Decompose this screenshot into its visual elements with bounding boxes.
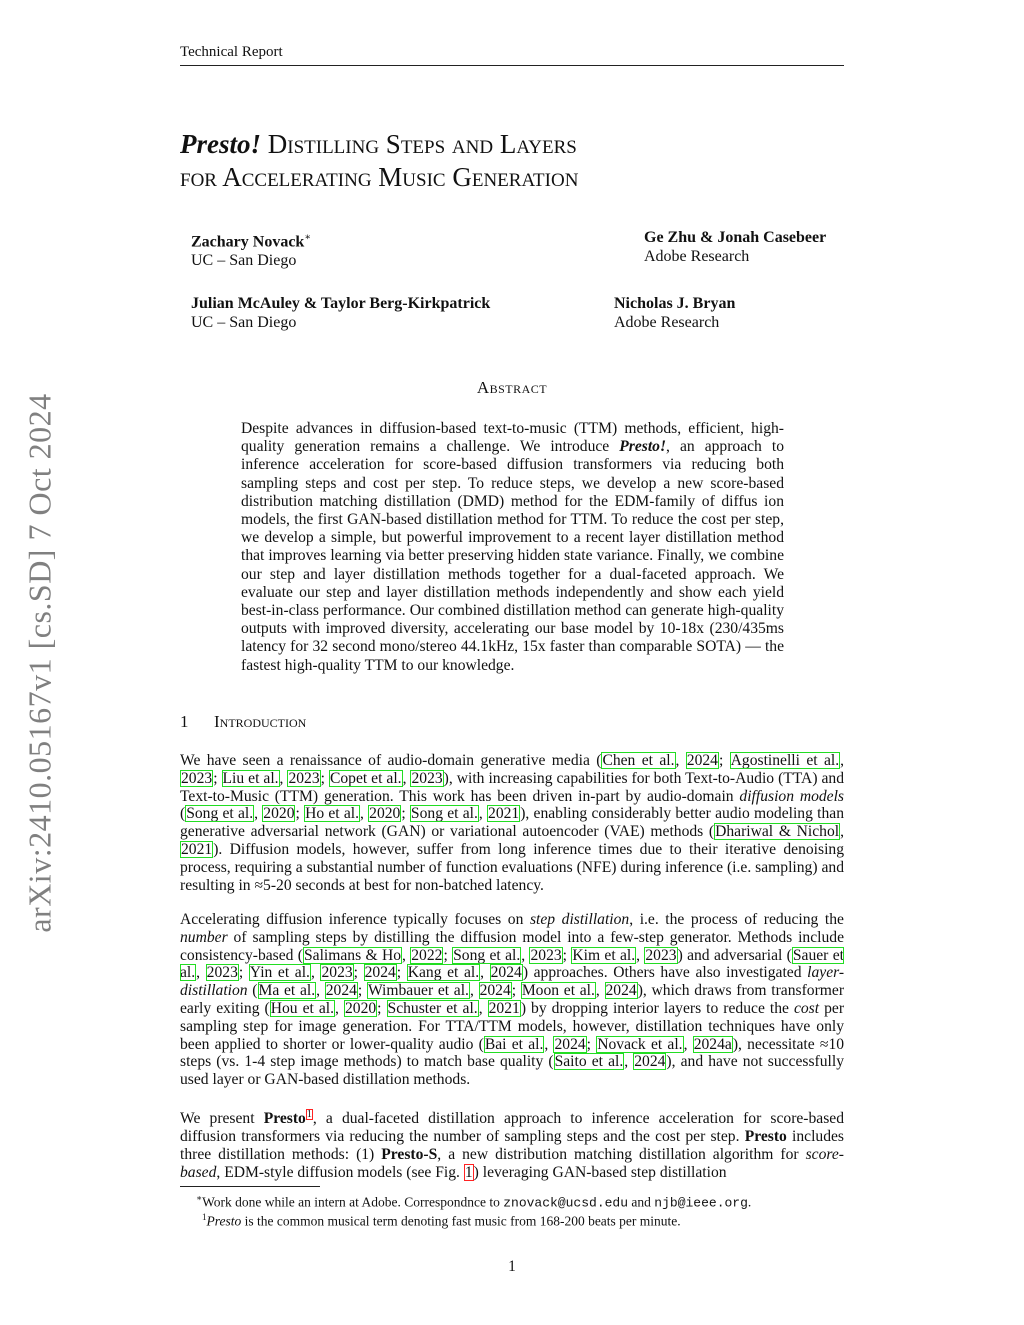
bold-term: Presto bbox=[744, 1127, 787, 1145]
bold-term: Presto-S bbox=[381, 1145, 438, 1163]
citation-link[interactable]: Moon et al. bbox=[521, 982, 595, 1000]
citation-link[interactable]: Bai et al. bbox=[484, 1035, 544, 1053]
text: ), necessitate ≈10 steps (vs. 1-4 step image methods) to match base quality ( bbox=[180, 1035, 845, 1071]
sep: , bbox=[624, 1053, 634, 1071]
author-mark: ∗ bbox=[304, 232, 312, 243]
text: of sampling steps by distilling the diffusion model into a few-step generator. Methods include consistency-based ( bbox=[180, 928, 844, 964]
citation-link[interactable]: Song et al. bbox=[453, 946, 521, 964]
citation-link[interactable]: Dhariwal & Nichol bbox=[715, 823, 840, 841]
text: ), with increasing capabilities for both Text-to-Audio (TTA) and Text-to-Music (TTM) generation. This work has been driven in-part by audio-domain bbox=[180, 769, 845, 805]
text: includes three distillation methods: (1) bbox=[180, 1127, 844, 1163]
text: , a dual-faceted distillation approach to inference acceleration for score-based diffusion transformers via reducing the number of sampling steps and the cost per step. bbox=[180, 1110, 845, 1145]
citation-link[interactable]: Saito et al. bbox=[554, 1053, 624, 1071]
sep: , bbox=[469, 982, 479, 1000]
arxiv-identifier: arXiv:2410.05167v1 [cs.SD] 7 Oct 2024 bbox=[21, 392, 58, 933]
citation-link[interactable]: 2024 bbox=[605, 982, 637, 1000]
citation-link[interactable]: Novack et al. bbox=[597, 1035, 683, 1053]
citation-link[interactable]: 2024 bbox=[634, 1053, 666, 1071]
citation-link[interactable]: 2023 bbox=[206, 964, 238, 982]
citation-link[interactable]: Salimans & Ho bbox=[303, 946, 402, 964]
sep: , bbox=[254, 805, 263, 823]
sep: ; bbox=[396, 964, 407, 982]
sep: , bbox=[840, 752, 845, 769]
footnote-link[interactable]: 1 bbox=[306, 1109, 312, 1120]
sep: ; bbox=[401, 805, 410, 823]
author-name: Nicholas J. Bryan bbox=[614, 295, 736, 312]
sep: ; bbox=[562, 946, 572, 964]
citation-link[interactable]: Wimbauer et al. bbox=[367, 982, 469, 1000]
emphasis: diffusion models bbox=[739, 787, 844, 805]
sep: , bbox=[402, 769, 411, 787]
citation-link[interactable]: Song et al. bbox=[410, 805, 478, 823]
section-number: 1 bbox=[180, 712, 189, 731]
citation-link[interactable]: Chen et al. bbox=[602, 752, 675, 769]
sep: ; bbox=[213, 769, 222, 787]
emphasis: Presto bbox=[206, 1213, 242, 1229]
text: Accelerating diffusion inference typically focuses on bbox=[180, 911, 530, 928]
emphasis: number bbox=[180, 928, 228, 946]
citation-link[interactable]: 2021 bbox=[488, 805, 520, 823]
footnote-text: is the common musical term denoting fast music from 168-200 beats per minute. bbox=[241, 1213, 681, 1229]
author-name: Zachary Novack bbox=[191, 233, 305, 251]
citation-link[interactable]: Kang et al. bbox=[407, 964, 480, 982]
title-line1: Distilling Steps and Layers bbox=[261, 129, 577, 159]
footnote-mark: 1 bbox=[202, 1212, 207, 1222]
sep: ; bbox=[718, 752, 730, 769]
citation-link[interactable]: 2024 bbox=[364, 964, 396, 982]
citation-link[interactable]: 2023 bbox=[411, 769, 443, 787]
author-block-mcauley bbox=[191, 294, 490, 332]
author-block-bryan bbox=[614, 294, 735, 332]
text: , i.e. the process of reducing the bbox=[629, 911, 844, 928]
header-rule bbox=[180, 65, 844, 66]
emphasis: cost bbox=[793, 999, 820, 1017]
citation-link[interactable]: 2024 bbox=[490, 964, 522, 982]
citation-link[interactable]: 2023 bbox=[288, 769, 320, 787]
citation-link[interactable]: Liu et al. bbox=[222, 769, 279, 787]
text: , EDM-style diffusion models (see Fig. bbox=[216, 1163, 464, 1181]
citation-link[interactable]: 2021 bbox=[181, 840, 213, 858]
title-line2: for Accelerating Music Generation bbox=[180, 162, 579, 192]
footnote-2 bbox=[202, 1209, 844, 1230]
sep: , bbox=[521, 946, 530, 964]
citation-link[interactable]: 2024a bbox=[693, 1035, 732, 1053]
running-head: Technical Report bbox=[180, 44, 283, 60]
author-affiliation: UC – San Diego bbox=[191, 314, 297, 331]
citation-link[interactable]: 2020 bbox=[263, 805, 295, 823]
footnote-text: Work done while an intern at Adobe. Correspondnce to bbox=[202, 1194, 504, 1210]
sep: , bbox=[636, 946, 645, 964]
citation-link[interactable]: Ho et al. bbox=[305, 805, 360, 823]
sep: , bbox=[595, 982, 605, 1000]
citation-link[interactable]: Agostinelli et al. bbox=[730, 752, 840, 769]
citation-link[interactable]: Song et al. bbox=[186, 805, 254, 823]
sep: , bbox=[478, 805, 488, 823]
sep: , bbox=[480, 964, 490, 982]
sep: , bbox=[683, 1035, 693, 1053]
email-link[interactable]: njb@ieee.org bbox=[654, 1195, 748, 1211]
abstract-heading: Abstract bbox=[476, 378, 548, 397]
emphasis: layer-distillation bbox=[180, 964, 845, 1000]
sep: ; bbox=[320, 769, 329, 787]
text: per sampling step for image generation. For TTA/TTM models, however, distillation techniques have only been applied to shorter or lower-quality audio ( bbox=[180, 999, 845, 1053]
paragraph-2 bbox=[180, 911, 844, 1089]
citation-link[interactable]: 2020 bbox=[369, 805, 401, 823]
text: ), enabling considerably better audio modeling than generative adversarial network (GAN) or variational autoencoder (VAE) methods ( bbox=[180, 805, 844, 841]
footnote-rule bbox=[180, 1186, 320, 1187]
text: ) approaches. Others have also investigated bbox=[522, 964, 808, 982]
citation-link[interactable]: Kim et al. bbox=[572, 946, 636, 964]
sep: ; bbox=[357, 982, 367, 1000]
citation-link[interactable]: 2024 bbox=[479, 982, 511, 1000]
page-number: 1 bbox=[508, 1258, 516, 1275]
sep: ; bbox=[377, 999, 387, 1017]
sep: , bbox=[544, 1035, 554, 1053]
citation-link[interactable]: 2023 bbox=[645, 946, 677, 964]
text: We have seen a renaissance of audio-domain generative media ( bbox=[180, 752, 602, 769]
text: ) leveraging GAN-based step distillation bbox=[473, 1163, 727, 1181]
citation-link[interactable]: 2023 bbox=[181, 769, 213, 787]
footnote-mark: ∗ bbox=[196, 1193, 203, 1203]
sep: , bbox=[478, 999, 488, 1017]
citation-link[interactable]: Hou et al. bbox=[270, 999, 335, 1017]
abstract-body bbox=[241, 420, 784, 675]
citation-link[interactable]: 2020 bbox=[344, 999, 377, 1017]
text: ), which draws from transformer early exiting ( bbox=[180, 982, 845, 1017]
author-affiliation: Adobe Research bbox=[614, 314, 720, 331]
author-block-zhu-casebeer bbox=[644, 228, 826, 266]
email-link[interactable]: znovack@ucsd.edu bbox=[503, 1195, 629, 1211]
bold-term: Presto bbox=[263, 1110, 306, 1128]
emphasis: score-based bbox=[180, 1145, 844, 1181]
sep: ; bbox=[238, 964, 249, 982]
text: ). Diffusion models, however, suffer from long inference times due to their iterative denoising process, requiring a substantial number of function evaluations (NFE) during inference (i.e. sampling) and resulting in ≈5-20 seconds at best for non-batched latency. bbox=[180, 840, 844, 894]
citation-link[interactable]: 2024 bbox=[554, 1035, 586, 1053]
arxiv-sidebar bbox=[21, 365, 58, 960]
footnote-text: and bbox=[628, 1194, 655, 1210]
text: We present bbox=[180, 1110, 264, 1128]
text: , a new distribution matching distillation algorithm for bbox=[437, 1145, 806, 1163]
title-presto: Presto! bbox=[180, 129, 261, 159]
text: ( bbox=[180, 805, 186, 823]
sep: , bbox=[402, 946, 411, 964]
citation-link[interactable]: 2024 bbox=[686, 752, 718, 769]
citation-link[interactable]: 2022 bbox=[411, 946, 443, 964]
author-affiliation: UC – San Diego bbox=[191, 252, 297, 270]
citation-link[interactable]: Schuster et al. bbox=[387, 999, 478, 1017]
emphasis: step distillation bbox=[529, 911, 630, 928]
sep: ; bbox=[353, 964, 364, 982]
abstract-text: , an approach to inference acceleration for score-based diffusion transformers via reducing both sampling steps and cost per step. To reduce steps, we develop a new score-based distribution matching distillation (DMD) method for the EDM-family of diffus ion models, the first GAN-based distillation method for TTM. To reduce the cost per step, we develop a simple, but powerful improvement to a recent layer distillation method that improves learning via better preserving hidden state variance. Finally, we combine our step and layer distillation methods together for a dual-faceted approach. We evaluate our step and layer distillation methods independently and show each yield best-in-class performance. Our combined distillation method can generate high-quality outputs with improved diversity, accelerating our base model by 10-18x (230/435ms latency for 32 second mono/stereo 44.1kHz, 15x faster than comparable SOTA) — the fastest high-quality TTM to our knowledge. bbox=[241, 438, 784, 674]
citation-link[interactable]: 2023 bbox=[530, 946, 562, 964]
abstract-presto: Presto! bbox=[619, 438, 667, 456]
section-title: Introduction bbox=[214, 712, 307, 731]
sep: , bbox=[316, 982, 325, 1000]
author-name: Ge Zhu & Jonah Casebeer bbox=[644, 229, 827, 246]
sep: ; bbox=[511, 982, 521, 1000]
paragraph-3 bbox=[180, 1104, 844, 1181]
sep: ; bbox=[586, 1035, 597, 1053]
text: ( bbox=[247, 982, 258, 1000]
paper-title bbox=[180, 128, 844, 194]
citation-link[interactable]: 2023 bbox=[321, 964, 353, 982]
text: ), and have not successfully used layer or GAN-based distillation methods. bbox=[180, 1053, 844, 1089]
citation-link[interactable]: Ma et al. bbox=[258, 982, 316, 1000]
author-affiliation: Adobe Research bbox=[644, 248, 750, 265]
sep: , bbox=[279, 769, 288, 787]
sep: , bbox=[310, 964, 321, 982]
author-block-novack bbox=[191, 228, 311, 270]
paragraph-1: We have seen a renaissance of audio-domain generative media (Chen et al., 2024; Agostinelli et al., 2023; Liu et al., 2023; Copet et al., 2023), with increasing capabilities for both Text-to-Audio (TTA) and Text-to-Music (TTM) generation. This work has been driven in-part by audio-domain diffusion models (Song et al., 2020; Ho et al., 2020; Song et al., 2021), enabling considerably better audio modeling than generative adversarial network (GAN) or variational autoencoder (VAE) methods (Dhariwal & Nichol, 2021). Diffusion models, however, suffer from long inference times due to their iterative denoising process, requiring a substantial number of function evaluations (NFE) during inference (i.e. sampling) and resulting in ≈5-20 seconds at best for non-batched latency. bbox=[180, 752, 845, 894]
text: ) and adversarial ( bbox=[677, 946, 792, 964]
abstract-text: Despite advances in diffusion-based text-to-music (TTM) methods, efficient, high-quality generation remains a challenge. We introduce bbox=[241, 420, 784, 456]
sep: , bbox=[360, 805, 369, 823]
author-name: Julian McAuley & Taylor Berg-Kirkpatrick bbox=[191, 295, 491, 312]
citation-link[interactable]: 2021 bbox=[488, 999, 520, 1017]
sep: , bbox=[335, 999, 344, 1017]
text: ) by dropping interior layers to reduce the bbox=[520, 999, 794, 1017]
citation-link[interactable]: 2024 bbox=[325, 982, 357, 1000]
figure-link[interactable]: 1 bbox=[464, 1163, 473, 1181]
section-heading-introduction bbox=[180, 712, 306, 732]
citation-link[interactable]: Copet et al. bbox=[329, 769, 402, 787]
sep: , bbox=[196, 964, 206, 982]
sep: , bbox=[840, 823, 844, 841]
citation-link[interactable]: Yin et al. bbox=[249, 964, 310, 982]
sep: ; bbox=[295, 805, 305, 823]
citation-link[interactable]: Sauer et al. bbox=[180, 946, 844, 982]
sep: ; bbox=[443, 946, 453, 964]
footnote-text: . bbox=[747, 1194, 752, 1210]
